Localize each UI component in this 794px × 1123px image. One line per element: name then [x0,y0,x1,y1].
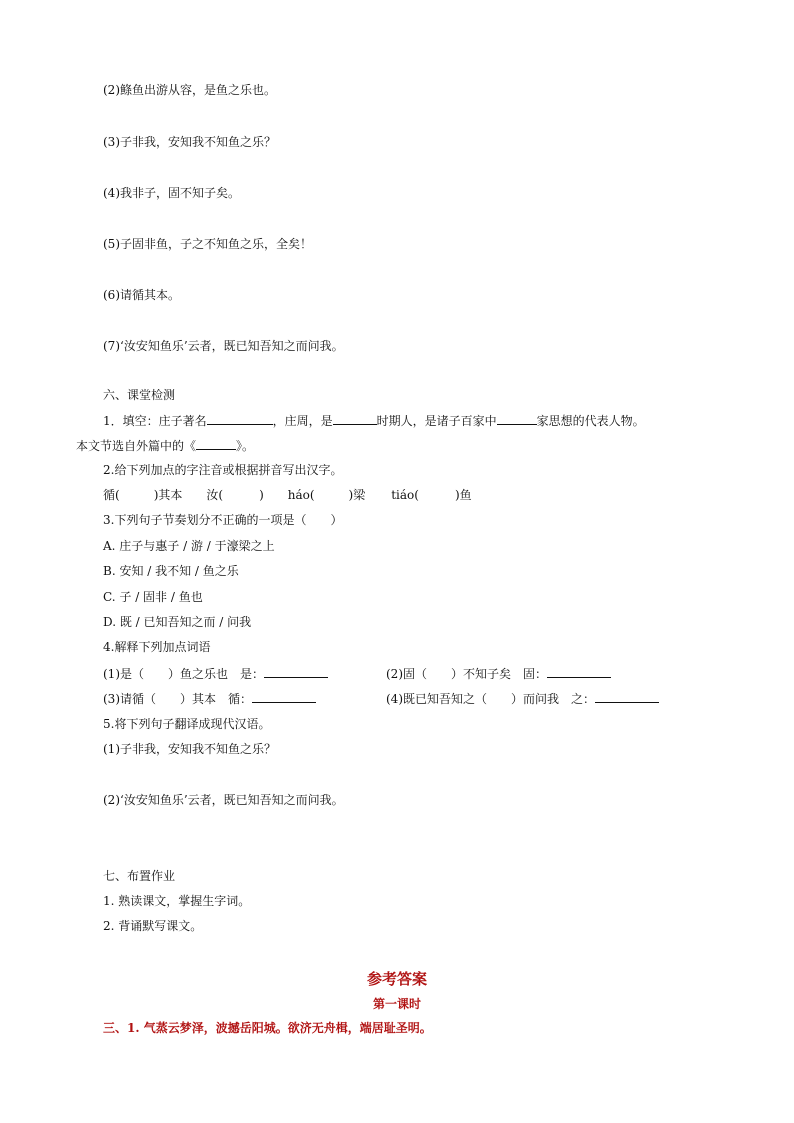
q1-line2 [76,437,254,454]
q5-item-1: (1)子非我，安知我不知鱼之乐？ [103,742,276,756]
translation-item-5: (5)子固非鱼，子之不知鱼之乐，全矣！ [103,237,312,251]
q1-text-a: 1．填空：庄子著名 [103,414,207,428]
homework-item-2: 2. 背诵默写课文。 [103,919,203,933]
q4-item-3: (3)请循（ ）其本 循： [103,692,252,706]
q2-item-tiao: tiáo( [391,488,419,502]
q2-item-ru-tail: ) [259,488,264,502]
q1-blank-1[interactable] [207,412,273,425]
section7-heading: 七、布置作业 [103,869,176,883]
q3-option-c[interactable]: C. 子 / 固非 / 鱼也 [103,590,203,604]
translation-item-3: (3)子非我，安知我不知鱼之乐？ [103,135,276,149]
q2-item-hao-tail: )梁 [348,488,366,502]
q4-row-1b [386,665,611,682]
q4-title: 4.解释下列加点词语 [103,640,211,654]
q4-blank-1[interactable] [264,665,328,678]
translation-item-4: (4)我非子，固不知子矣。 [103,186,240,200]
answers-subtitle: 第一课时 [372,997,421,1011]
q1-text-b: ，庄周，是 [272,414,333,428]
q2-item-ru: 汝( [206,488,224,502]
answer-line-1: 三、1. 气蒸云梦泽，波撼岳阳城。欲济无舟楫，端居耻圣明。 [103,1021,432,1035]
q1-blank-2[interactable] [333,412,377,425]
translation-item-6: (6)请循其本。 [103,288,180,302]
q4-row-2a [103,690,316,707]
homework-item-1: 1. 熟读课文，掌握生字词。 [103,894,251,908]
q2-item-tiao-tail: )鱼 [454,488,472,502]
q5-item-2: (2)‘汝安知鱼乐’云者，既已知吾知之而问我。 [103,793,344,807]
q1-text-e: 本文节选自外篇中的《 [76,439,197,453]
q4-blank-4[interactable] [595,690,659,703]
translation-item-2: (2)鲦鱼出游从容，是鱼之乐也。 [103,83,276,97]
translation-item-7: (7)‘汝安知鱼乐’云者，既已知吾知之而问我。 [103,339,344,353]
q2-item-hao: háo( [287,488,315,502]
q1-text-f: 》。 [236,439,255,453]
q1-text-d: 家思想的代表人物。 [536,414,645,428]
q3-option-b[interactable]: B. 安知 / 我不知 / 鱼之乐 [103,564,239,578]
answers-title: 参考答案 [366,970,427,988]
q4-blank-2[interactable] [547,665,611,678]
section6-heading: 六、课堂检测 [103,388,176,402]
q2-title: 2.给下列加点的字注音或根据拼音写出汉字。 [103,463,343,477]
q4-item-2: (2)固（ ）不知子矣 固： [386,667,547,681]
q4-blank-3[interactable] [252,690,316,703]
q3-option-d[interactable]: D. 既 / 已知吾知之而 / 问我 [103,615,252,629]
q1-text-c: 时期人，是诸子百家中 [376,414,497,428]
q3-title: 3.下列句子节奏划分不正确的一项是（ ） [103,513,343,527]
q4-item-1: (1)是（ ）鱼之乐也 是： [103,667,264,681]
q2-item-xun: 循( [103,488,120,502]
q1-blank-3[interactable] [497,412,537,425]
q2-line [103,487,472,503]
q4-row-1a [103,665,328,682]
q1-line1 [103,412,645,429]
q3-option-a[interactable]: A. 庄子与惠子 / 游 / 于濠梁之上 [103,539,275,553]
q2-item-xun-tail: )其本 [153,488,183,502]
q4-item-4: (4)既已知吾知之（ ）而问我 之： [386,692,595,706]
q5-title: 5.将下列句子翻译成现代汉语。 [103,717,271,731]
q1-blank-4[interactable] [196,437,236,450]
q4-row-2b [386,690,659,707]
